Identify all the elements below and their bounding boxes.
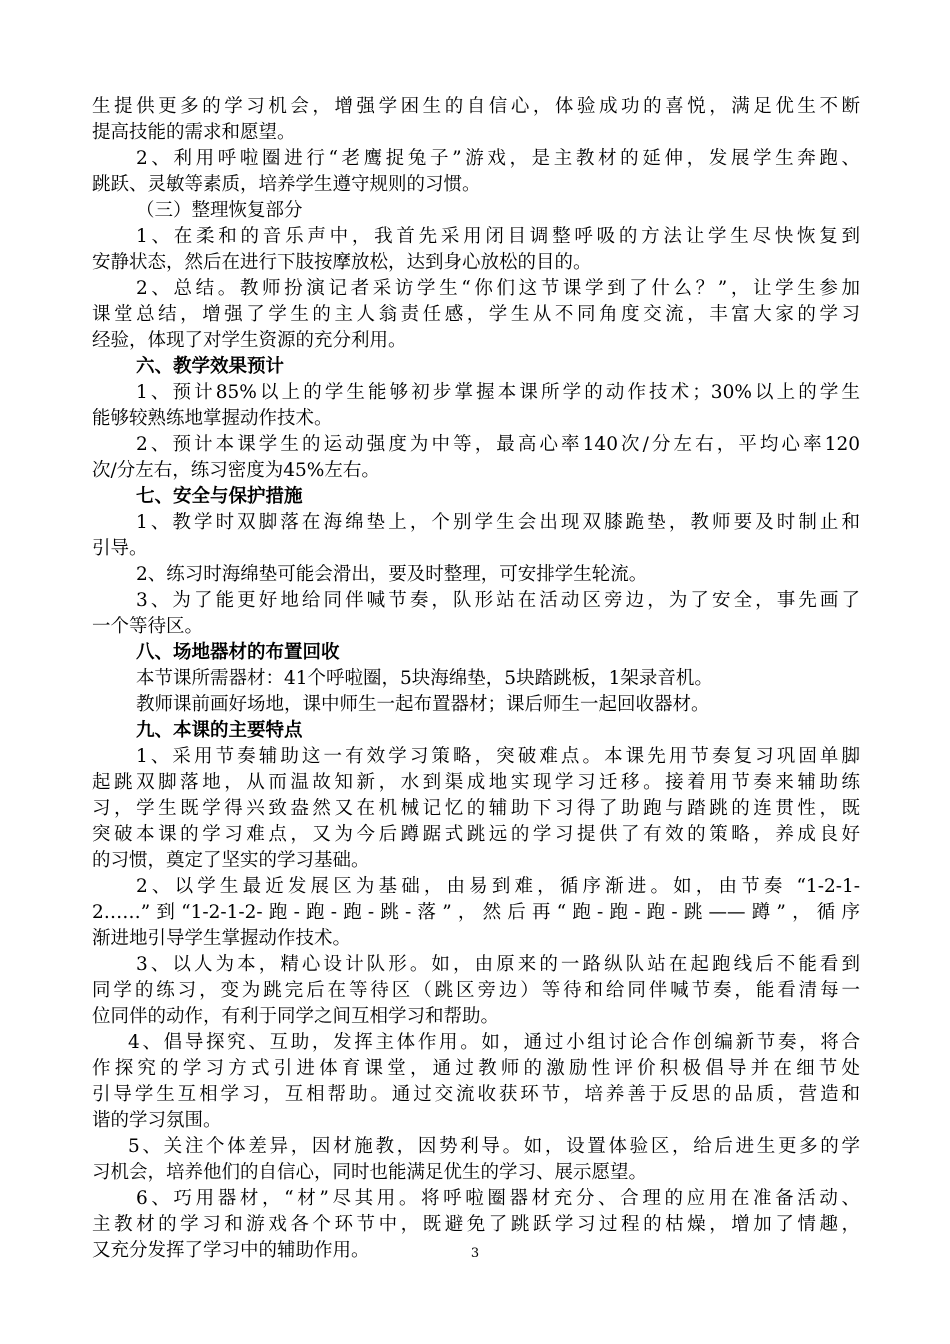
text-line: 渐进地引导学生掌握动作技术。 [92,928,352,949]
text-line: 1、预计85%以上的学生能够初步掌握本课所学的动作技术；30%以上的学生 [136,382,860,403]
text-line: 5、关注个体差异，因材施教，因势利导。如，设置体验区，给后进生更多的学 [128,1136,860,1157]
text-line: 次/分左右，练习密度为45%左右。 [92,460,380,481]
text-line: 课堂总结，增强了学生的主人翁责任感，学生从不同角度交流，丰富大家的学习 [92,304,860,325]
text-line: 的习惯，奠定了坚实的学习基础。 [92,850,370,871]
text-line: 2、练习时海绵垫可能会滑出，要及时整理，可安排学生轮流。 [136,564,648,585]
text-line: 2……”到“1-2-1-2-跑-跑-跑-跳-落”，然后再“跑-跑-跑-跳——蹲”，循序 [92,902,860,923]
text-line: 6、巧用器材，“材”尽其用。将呼啦圈器材充分、合理的应用在准备活动、 [136,1188,860,1209]
text-line: 突破本课的学习难点，又为今后蹲踞式跳远的学习提供了有效的策略，养成良好 [92,824,860,845]
text-line: 习机会，培养他们的自信心，同时也能满足优生的学习、展示愿望。 [92,1162,648,1183]
text-line: 能够较熟练地掌握动作技术。 [92,408,333,429]
text-line: 2、以学生最近发展区为基础，由易到难，循序渐进。如，由节奏 “1-2-1- [136,876,860,897]
text-line: 本节课所需器材：41个呼啦圈，5块海绵垫，5块踏跳板，1架录音机。 [136,668,713,689]
page-number: 3 [470,1246,480,1261]
text-line: 经验，体现了对学生资源的充分利用。 [92,330,407,351]
text-line: 1、采用节奏辅助这一有效学习策略，突破难点。本课先用节奏复习巩固单脚 [136,746,860,767]
text-line: 提高技能的需求和愿望。 [92,122,296,143]
text-line: 同学的练习，变为跳完后在等待区（跳区旁边）等待和给同伴喊节奏，能看清每一 [92,980,860,1001]
text-line: 1、教学时双脚落在海绵垫上，个别学生会出现双膝跪垫，教师要及时制止和 [136,512,860,533]
text-line: 4、倡导探究、互助，发挥主体作用。如，通过小组讨论合作创编新节奏，将合 [128,1032,860,1053]
section-heading: 六、教学效果预计 [136,356,285,377]
text-line: 3、为了能更好地给同伴喊节奏，队形站在活动区旁边，为了安全，事先画了 [136,590,860,611]
text-line: 1、在柔和的音乐声中，我首先采用闭目调整呼吸的方法让学生尽快恢复到 [136,226,860,247]
text-line: 引导。 [92,538,148,559]
text-line: 又充分发挥了学习中的辅助作用。 [92,1240,370,1261]
text-line: 起跳双脚落地，从而温故知新，水到渠成地实现学习迁移。接着用节奏来辅助练 [92,772,860,793]
text-line: 2、预计本课学生的运动强度为中等，最高心率140次/分左右，平均心率120 [136,434,860,455]
document-body [92,94,860,1264]
section-heading: 八、场地器材的布置回收 [136,642,340,663]
text-line: 引导学生互相学习，互相帮助。通过交流收获环节，培养善于反思的品质，营造和 [92,1084,860,1105]
text-line: （三）整理恢复部分 [136,200,303,221]
section-heading: 九、本课的主要特点 [136,720,303,741]
text-line: 位同伴的动作，有利于同学之间互相学习和帮助。 [92,1006,500,1027]
text-line: 2、总结。教师扮演记者采访学生“你们这节课学到了什么？”，让学生参加 [136,278,860,299]
text-line: 跳跃、灵敏等素质，培养学生遵守规则的习惯。 [92,174,481,195]
text-line: 生提供更多的学习机会，增强学困生的自信心，体验成功的喜悦，满足优生不断 [92,96,860,117]
text-line: 一个等待区。 [92,616,204,637]
text-line: 作探究的学习方式引进体育课堂，通过教师的激励性评价积极倡导并在细节处 [92,1058,860,1079]
text-line: 习，学生既学得兴致盎然又在机械记忆的辅助下习得了助跑与踏跳的连贯性，既 [92,798,860,819]
text-line: 教师课前画好场地，课中师生一起布置器材；课后师生一起回收器材。 [136,694,710,715]
text-line: 安静状态，然后在进行下肢按摩放松，达到身心放松的目的。 [92,252,592,273]
section-heading: 七、安全与保护措施 [136,486,303,507]
text-line: 3、以人为本，精心设计队形。如，由原来的一路纵队站在起跑线后不能看到 [136,954,860,975]
text-line: 主教材的学习和游戏各个环节中，既避免了跳跃学习过程的枯燥，增加了情趣， [92,1214,860,1235]
text-line: 谐的学习氛围。 [92,1110,222,1131]
text-line: 2、利用呼啦圈进行“老鹰捉兔子”游戏，是主教材的延伸，发展学生奔跑、 [136,148,860,169]
